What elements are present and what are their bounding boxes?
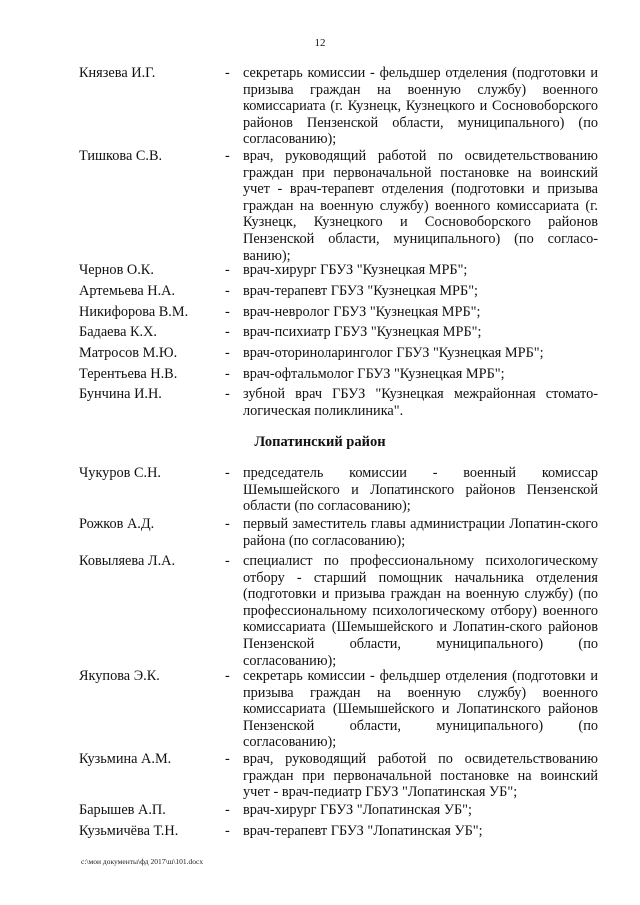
page-number: 12 — [314, 37, 326, 49]
member-role: врач-психиатр ГБУЗ "Кузнецкая МРБ"; — [243, 324, 482, 340]
dash-separator: - — [225, 386, 230, 402]
member-name: Князева И.Г. — [79, 65, 156, 81]
dash-separator: - — [225, 751, 230, 767]
member-name: Артемьева Н.А. — [79, 283, 176, 299]
member-role: врач-хирург ГБУЗ "Кузнецкая МРБ"; — [243, 262, 468, 278]
dash-separator: - — [225, 345, 230, 361]
member-role: первый заместитель главы администрации Лопатин-ского района (по согласованию); — [243, 516, 598, 549]
dash-separator: - — [225, 668, 230, 684]
section-heading: Лопатинский район — [254, 434, 386, 450]
member-name: Кузьмина А.М. — [79, 751, 172, 767]
member-role: секретарь комиссии - фельдшер отделения (подготовки и призыва граждан на военную службу) военного комиссариата (Шемышейского и Лопатинского районов Пензенской области, муниципального) (по согласованию); — [243, 668, 598, 751]
member-name: Якупова Э.К. — [79, 668, 160, 684]
member-name: Терентьева Н.В. — [79, 366, 178, 382]
member-role: врач, руководящий работой по освидетельствованию граждан при первоначальной постановке на воинский учет - врач-терапевт отделения (подготовки и призыва граждан на военную службу) военного комиссариата (г. Кузнецк, Кузнецкого и Сосновоборского районов Пензенской области, муниципального) (по согласо-ванию); — [243, 148, 598, 264]
dash-separator: - — [225, 465, 230, 481]
member-name: Рожков А.Д. — [79, 516, 155, 532]
dash-separator: - — [225, 823, 230, 839]
member-role: врач-офтальмолог ГБУЗ "Кузнецкая МРБ"; — [243, 366, 505, 382]
member-name: Матросов М.Ю. — [79, 345, 178, 361]
member-role: специалист по профессиональному психологическому отбору - старший помощник начальника отделения (подготовки и призыва граждан на военную службу) (по профессиональному психологическому отбору) военного комиссариата (Шемышейского и Лопатин-ского районов Пензенской области, муниципального) (по согласованию); — [243, 553, 598, 669]
dash-separator: - — [225, 304, 230, 320]
member-role: врач, руководящий работой по освидетельствованию граждан при первоначальной постановке на воинский учет - врач-педиатр ГБУЗ "Лопатинская УБ"; — [243, 751, 598, 801]
member-role: врач-оториноларинголог ГБУЗ "Кузнецкая МРБ"; — [243, 345, 544, 361]
member-name: Чукуров С.Н. — [79, 465, 161, 481]
member-name: Кузьмичёва Т.Н. — [79, 823, 179, 839]
member-role: врач-терапевт ГБУЗ "Кузнецкая МРБ"; — [243, 283, 479, 299]
member-name: Чернов О.К. — [79, 262, 154, 278]
member-name: Ковыляева Л.А. — [79, 553, 176, 569]
member-name: Никифорова В.М. — [79, 304, 189, 320]
member-role: зубной врач ГБУЗ "Кузнецкая межрайонная стомато-логическая поликлиника". — [243, 386, 598, 419]
member-name: Бунчина И.Н. — [79, 386, 162, 402]
dash-separator: - — [225, 262, 230, 278]
member-role: врач-терапевт ГБУЗ "Лопатинская УБ"; — [243, 823, 483, 839]
member-name: Бадаева К.Х. — [79, 324, 158, 340]
dash-separator: - — [225, 283, 230, 299]
dash-separator: - — [225, 148, 230, 164]
dash-separator: - — [225, 516, 230, 532]
member-role: секретарь комиссии - фельдшер отделения (подготовки и призыва граждан на военную службу) военного комиссариата (г. Кузнецк, Кузнецкого и Сосновоборского районов Пензенской области, муниципального) (по согласованию); — [243, 65, 598, 148]
member-role: врач-невролог ГБУЗ "Кузнецкая МРБ"; — [243, 304, 481, 320]
member-name: Барышев А.П. — [79, 802, 166, 818]
dash-separator: - — [225, 324, 230, 340]
dash-separator: - — [225, 802, 230, 818]
footer-file-path: c:\мои документы\фд 2017\ш\101.docx — [81, 857, 204, 866]
dash-separator: - — [225, 65, 230, 81]
member-role: врач-хирург ГБУЗ "Лопатинская УБ"; — [243, 802, 472, 818]
dash-separator: - — [225, 366, 230, 382]
dash-separator: - — [225, 553, 230, 569]
member-role: председатель комиссии - военный комиссар Шемышейского и Лопатинского районов Пензенской области (по согласованию); — [243, 465, 598, 515]
member-name: Тишкова С.В. — [79, 148, 163, 164]
